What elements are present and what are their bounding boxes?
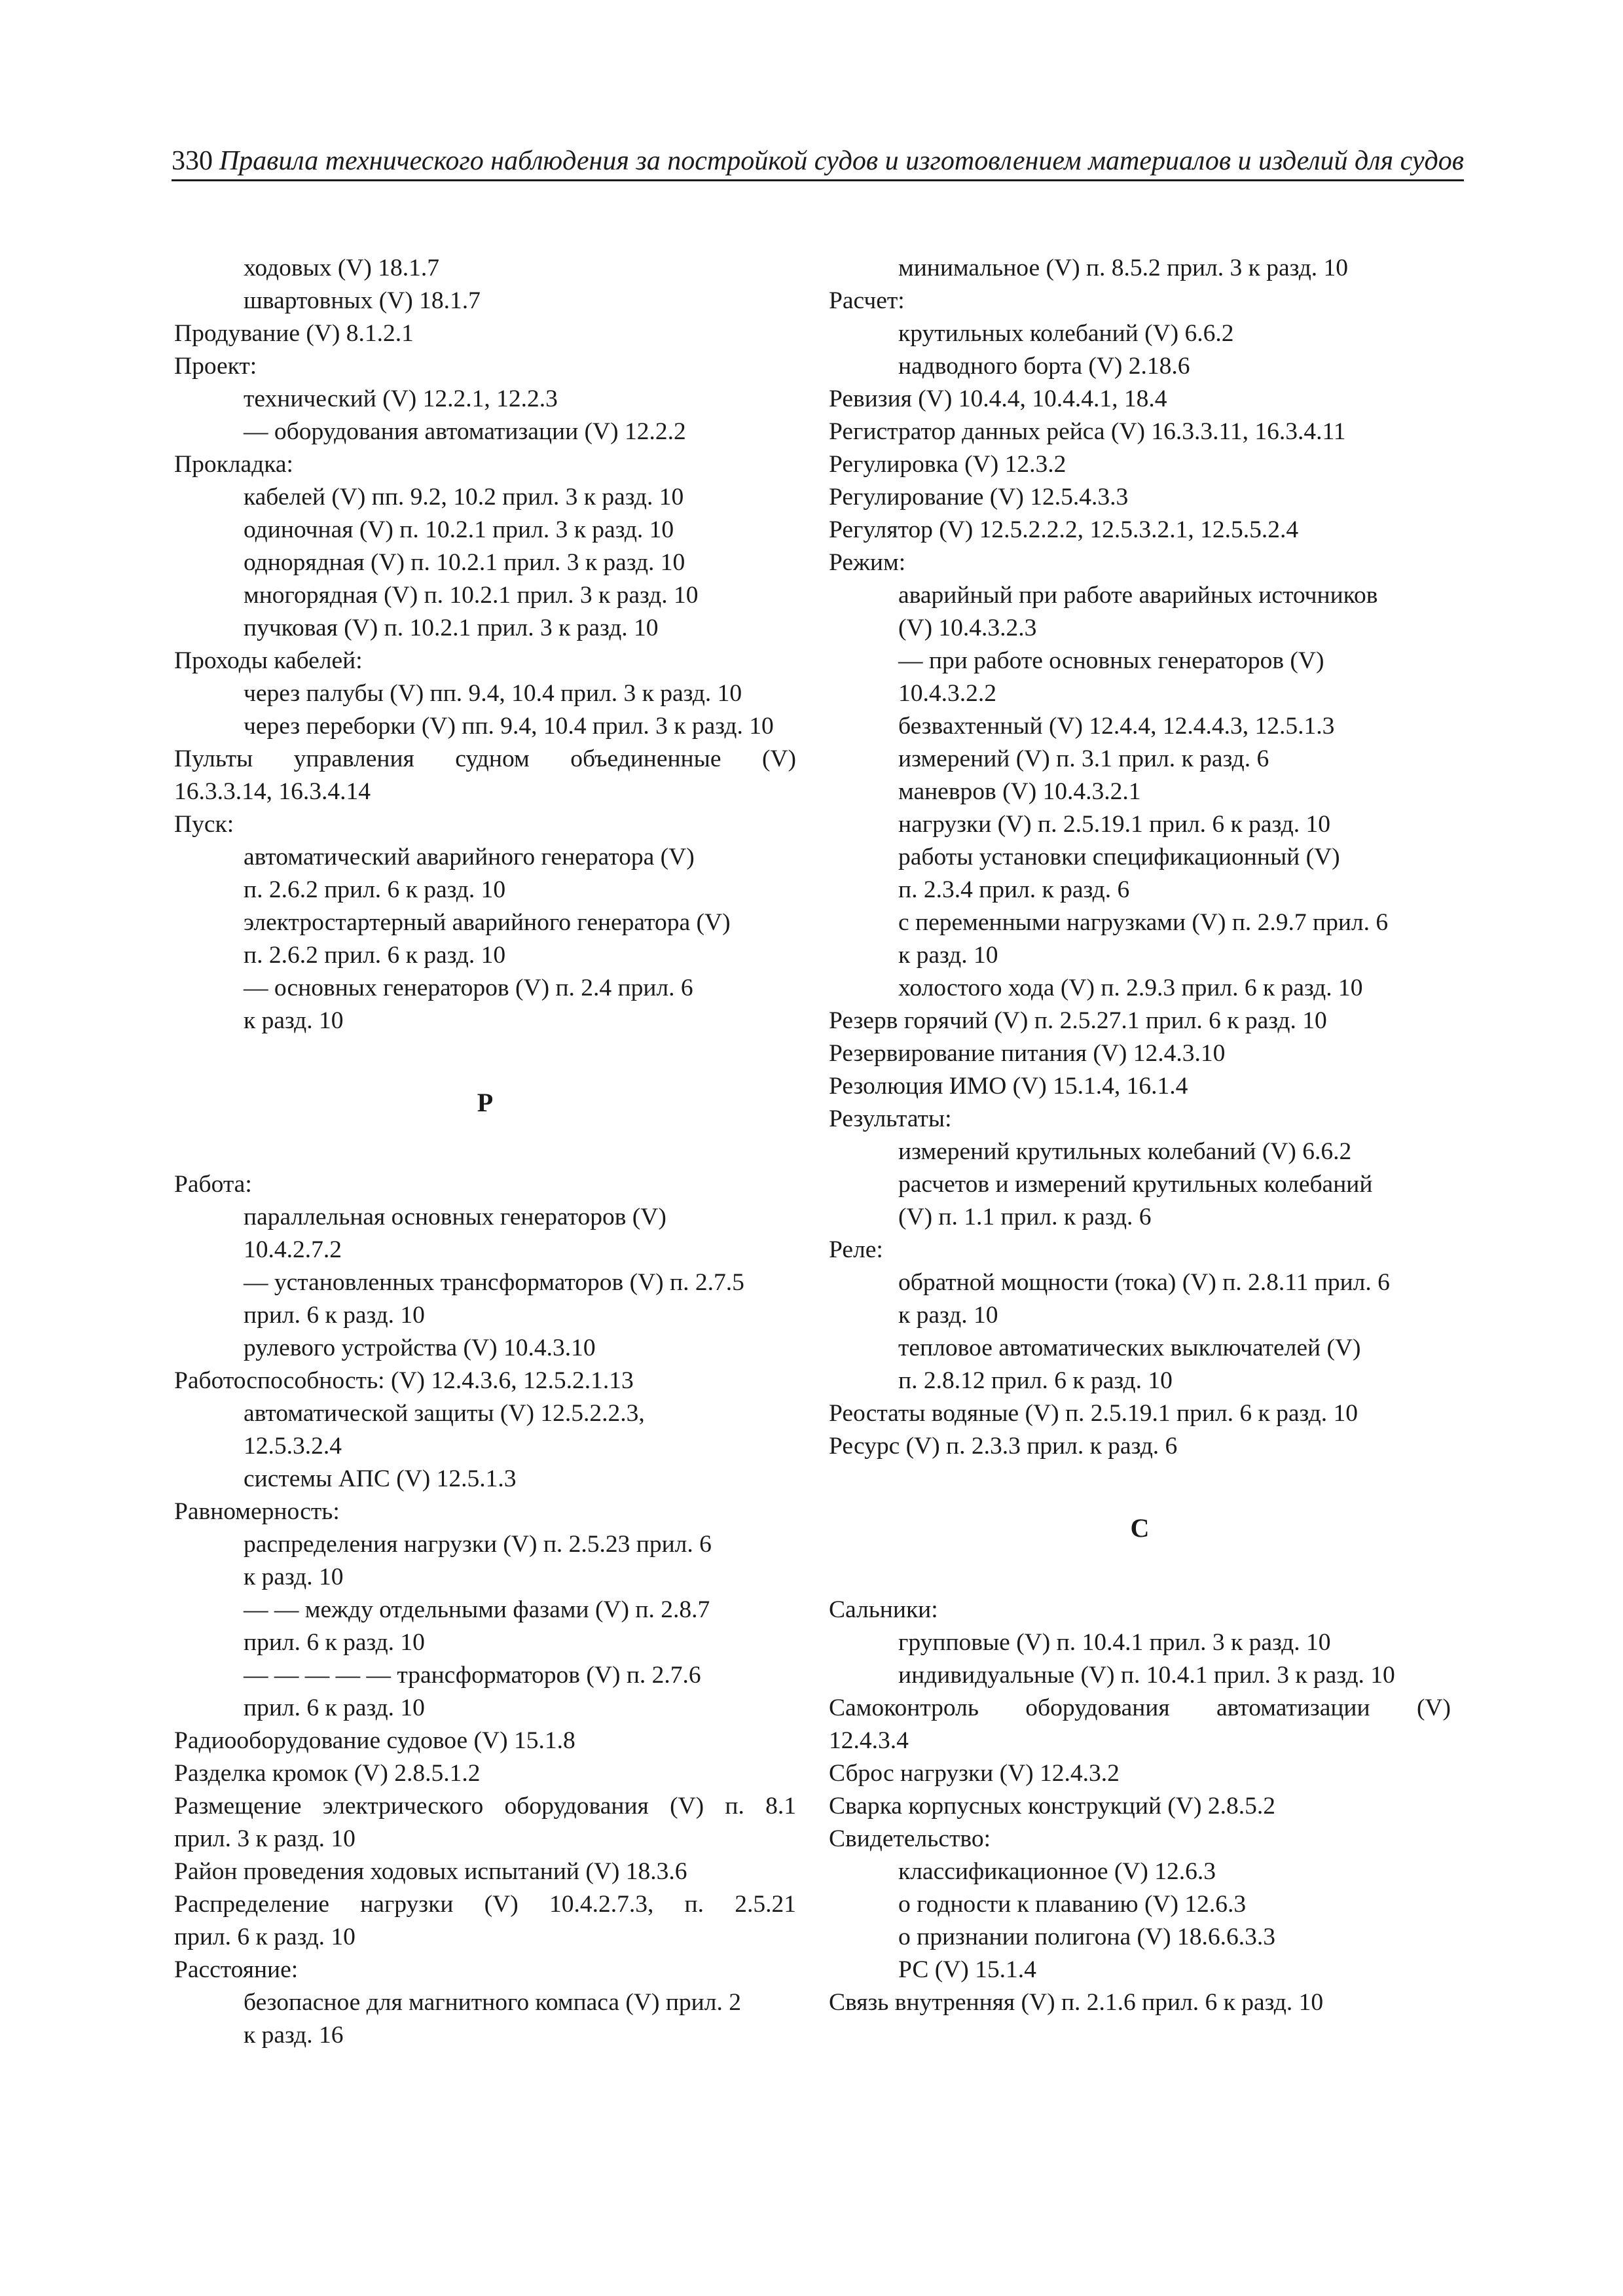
index-entry: Реле: — [829, 1236, 883, 1263]
index-entry: Расчет: — [829, 287, 905, 314]
index-entry: Расстояние: — [174, 1956, 299, 1983]
index-entry: Связь внутренняя (V) п. 2.1.6 прил. 6 к разд. 10 — [829, 1989, 1324, 2016]
index-subentry: индивидуальные (V) п. 10.4.1 прил. 3 к разд. 10 — [898, 1662, 1395, 1689]
index-entry: Результаты: — [829, 1105, 952, 1132]
index-subentry: кабелей (V) пп. 9.2, 10.2 прил. 3 к разд. 10 — [244, 484, 684, 511]
index-entry: Свидетельство: — [829, 1825, 991, 1852]
index-subentry: п. 2.8.12 прил. 6 к разд. 10 — [898, 1367, 1173, 1394]
index-subentry: прил. 6 к разд. 10 — [244, 1302, 425, 1329]
index-entry: Размещение электрического оборудования (V) п. 8.1 — [174, 1793, 796, 1820]
index-subentry: к разд. 10 — [244, 1007, 344, 1034]
index-subentry: минимальное (V) п. 8.5.2 прил. 3 к разд. 10 — [898, 255, 1349, 281]
running-title: Правила технического наблюдения за постройкой судов и изготовлением материалов и изделий для судов — [219, 146, 1464, 176]
index-entry: Регулирование (V) 12.5.4.3.3 — [829, 484, 1129, 511]
index-subentry: п. 2.3.4 прил. к разд. 6 — [898, 876, 1130, 903]
index-entry: Сальники: — [829, 1596, 938, 1623]
index-subentry: — — между отдельными фазами (V) п. 2.8.7 — [244, 1596, 710, 1623]
index-entry: Район проведения ходовых испытаний (V) 18.3.6 — [174, 1858, 687, 1885]
index-subentry: 12.5.3.2.4 — [244, 1433, 342, 1460]
index-subentry: расчетов и измерений крутильных колебаний — [898, 1171, 1373, 1198]
index-subentry: обратной мощности (тока) (V) п. 2.8.11 прил. 6 — [898, 1269, 1390, 1296]
section-letter-heading: Р — [477, 1088, 494, 1117]
index-subentry: п. 2.6.2 прил. 6 к разд. 10 — [244, 876, 506, 903]
index-subentry: к разд. 10 — [898, 942, 998, 969]
index-subentry: ходовых (V) 18.1.7 — [244, 255, 440, 281]
index-entry: Регистратор данных рейса (V) 16.3.3.11, 16.3.4.11 — [829, 418, 1346, 445]
index-subentry: к разд. 10 — [898, 1302, 998, 1329]
index-subentry: одиночная (V) п. 10.2.1 прил. 3 к разд. 10 — [244, 516, 674, 543]
index-subentry: с переменными нагрузками (V) п. 2.9.7 прил. 6 — [898, 909, 1389, 936]
index-entry: Резерв горячий (V) п. 2.5.27.1 прил. 6 к разд. 10 — [829, 1007, 1327, 1034]
index-subentry: классификационное (V) 12.6.3 — [898, 1858, 1216, 1885]
index-subentry: к разд. 10 — [244, 1564, 344, 1590]
index-entry: Равномерность: — [174, 1498, 340, 1525]
index-subentry: безвахтенный (V) 12.4.4, 12.4.4.3, 12.5.1.3 — [898, 713, 1335, 740]
index-entry: Разделка кромок (V) 2.8.5.1.2 — [174, 1760, 481, 1787]
index-entry: Ревизия (V) 10.4.4, 10.4.4.1, 18.4 — [829, 386, 1167, 412]
index-entry: Проект: — [174, 353, 257, 380]
index-subentry: о признании полигона (V) 18.6.6.3.3 — [898, 1924, 1275, 1950]
index-subentry: (V) 10.4.3.2.3 — [898, 615, 1037, 641]
index-entry: Работоспособность: (V) 12.4.3.6, 12.5.2.1.13 — [174, 1367, 634, 1394]
index-entry: Проходы кабелей: — [174, 647, 363, 674]
index-subentry: однорядная (V) п. 10.2.1 прил. 3 к разд. 10 — [244, 549, 685, 576]
index-entry: Реостаты водяные (V) п. 2.5.19.1 прил. 6 к разд. 10 — [829, 1400, 1358, 1427]
index-entry: Режим: — [829, 549, 906, 576]
index-subentry: аварийный при работе аварийных источников — [898, 582, 1378, 609]
index-entry: 12.4.3.4 — [829, 1727, 909, 1754]
index-entry: Резервирование питания (V) 12.4.3.10 — [829, 1040, 1226, 1067]
index-entry: Продувание (V) 8.1.2.1 — [174, 320, 414, 347]
index-entry: Регулятор (V) 12.5.2.2.2, 12.5.3.2.1, 12.5.5.2.4 — [829, 516, 1299, 543]
index-subentry: пучковая (V) п. 10.2.1 прил. 3 к разд. 10 — [244, 615, 659, 641]
index-subentry: — установленных трансформаторов (V) п. 2.7.5 — [244, 1269, 744, 1296]
index-subentry: прил. 6 к разд. 10 — [244, 1695, 425, 1721]
index-subentry: работы установки спецификационный (V) — [898, 844, 1340, 870]
index-subentry: через переборки (V) пп. 9.4, 10.4 прил. 3 к разд. 10 — [244, 713, 774, 740]
index-entry: Пуск: — [174, 811, 234, 838]
index-subentry: швартовных (V) 18.1.7 — [244, 287, 481, 314]
index-subentry: к разд. 16 — [244, 2022, 344, 2049]
index-subentry: многорядная (V) п. 10.2.1 прил. 3 к разд. 10 — [244, 582, 699, 609]
index-column-right — [829, 252, 1451, 2019]
index-entry: Резолюция ИМО (V) 15.1.4, 16.1.4 — [829, 1073, 1188, 1100]
index-subentry: холостого хода (V) п. 2.9.3 прил. 6 к разд. 10 — [898, 975, 1363, 1001]
index-entry: Работа: — [174, 1171, 252, 1198]
index-subentry: РС (V) 15.1.4 — [898, 1956, 1036, 1983]
index-entry: Пульты управления судном объединенные (V) — [174, 745, 796, 772]
index-entry: прил. 3 к разд. 10 — [174, 1825, 356, 1852]
index-subentry: — при работе основных генераторов (V) — [898, 647, 1324, 674]
index-entry: Распределение нагрузки (V) 10.4.2.7.3, п. 2.5.21 — [174, 1891, 796, 1918]
index-subentry: тепловое автоматических выключателей (V) — [898, 1335, 1361, 1361]
index-subentry: — — — — — трансформаторов (V) п. 2.7.6 — [244, 1662, 701, 1689]
index-entry: Сброс нагрузки (V) 12.4.3.2 — [829, 1760, 1120, 1787]
index-subentry: 10.4.2.7.2 — [244, 1236, 342, 1263]
index-subentry: измерений (V) п. 3.1 прил. к разд. 6 — [898, 745, 1269, 772]
index-subentry: технический (V) 12.2.1, 12.2.3 — [244, 386, 558, 412]
index-subentry: 10.4.3.2.2 — [898, 680, 996, 707]
index-subentry: маневров (V) 10.4.3.2.1 — [898, 778, 1141, 805]
index-entry: 16.3.3.14, 16.3.4.14 — [174, 778, 371, 805]
index-subentry: через палубы (V) пп. 9.4, 10.4 прил. 3 к разд. 10 — [244, 680, 742, 707]
index-subentry: — оборудования автоматизации (V) 12.2.2 — [244, 418, 686, 445]
index-subentry: крутильных колебаний (V) 6.6.2 — [898, 320, 1234, 347]
index-subentry: измерений крутильных колебаний (V) 6.6.2 — [898, 1138, 1352, 1165]
index-subentry: электростартерный аварийного генератора (V) — [244, 909, 731, 936]
index-subentry: распределения нагрузки (V) п. 2.5.23 прил. 6 — [244, 1531, 712, 1558]
index-entry: Ресурс (V) п. 2.3.3 прил. к разд. 6 — [829, 1433, 1178, 1460]
section-letter-heading: С — [1130, 1513, 1150, 1543]
index-subentry: (V) п. 1.1 прил. к разд. 6 — [898, 1204, 1152, 1230]
page-number: 330 — [172, 146, 213, 176]
index-subentry: рулевого устройства (V) 10.4.3.10 — [244, 1335, 596, 1361]
index-subentry: групповые (V) п. 10.4.1 прил. 3 к разд. 10 — [898, 1629, 1331, 1656]
index-subentry: о годности к плаванию (V) 12.6.3 — [898, 1891, 1247, 1918]
index-subentry: параллельная основных генераторов (V) — [244, 1204, 666, 1230]
index-entry: Радиооборудование судовое (V) 15.1.8 — [174, 1727, 575, 1754]
index-entry: Регулировка (V) 12.3.2 — [829, 451, 1067, 478]
index-entry: Самоконтроль оборудования автоматизации (V) — [829, 1695, 1451, 1721]
index-entry: Сварка корпусных конструкций (V) 2.8.5.2 — [829, 1793, 1275, 1820]
index-entry: прил. 6 к разд. 10 — [174, 1924, 356, 1950]
index-entry: Прокладка: — [174, 451, 293, 478]
index-subentry: безопасное для магнитного компаса (V) прил. 2 — [244, 1989, 741, 2016]
page-header — [172, 143, 1464, 181]
index-subentry: п. 2.6.2 прил. 6 к разд. 10 — [244, 942, 506, 969]
index-subentry: надводного борта (V) 2.18.6 — [898, 353, 1190, 380]
index-subentry: прил. 6 к разд. 10 — [244, 1629, 425, 1656]
index-subentry: автоматический аварийного генератора (V) — [244, 844, 695, 870]
index-subentry: автоматической защиты (V) 12.5.2.2.3, — [244, 1400, 645, 1427]
index-subentry: нагрузки (V) п. 2.5.19.1 прил. 6 к разд. 10 — [898, 811, 1331, 838]
index-column-left — [174, 252, 796, 2052]
index-subentry: системы АПС (V) 12.5.1.3 — [244, 1465, 517, 1492]
index-subentry: — основных генераторов (V) п. 2.4 прил. 6 — [244, 975, 693, 1001]
